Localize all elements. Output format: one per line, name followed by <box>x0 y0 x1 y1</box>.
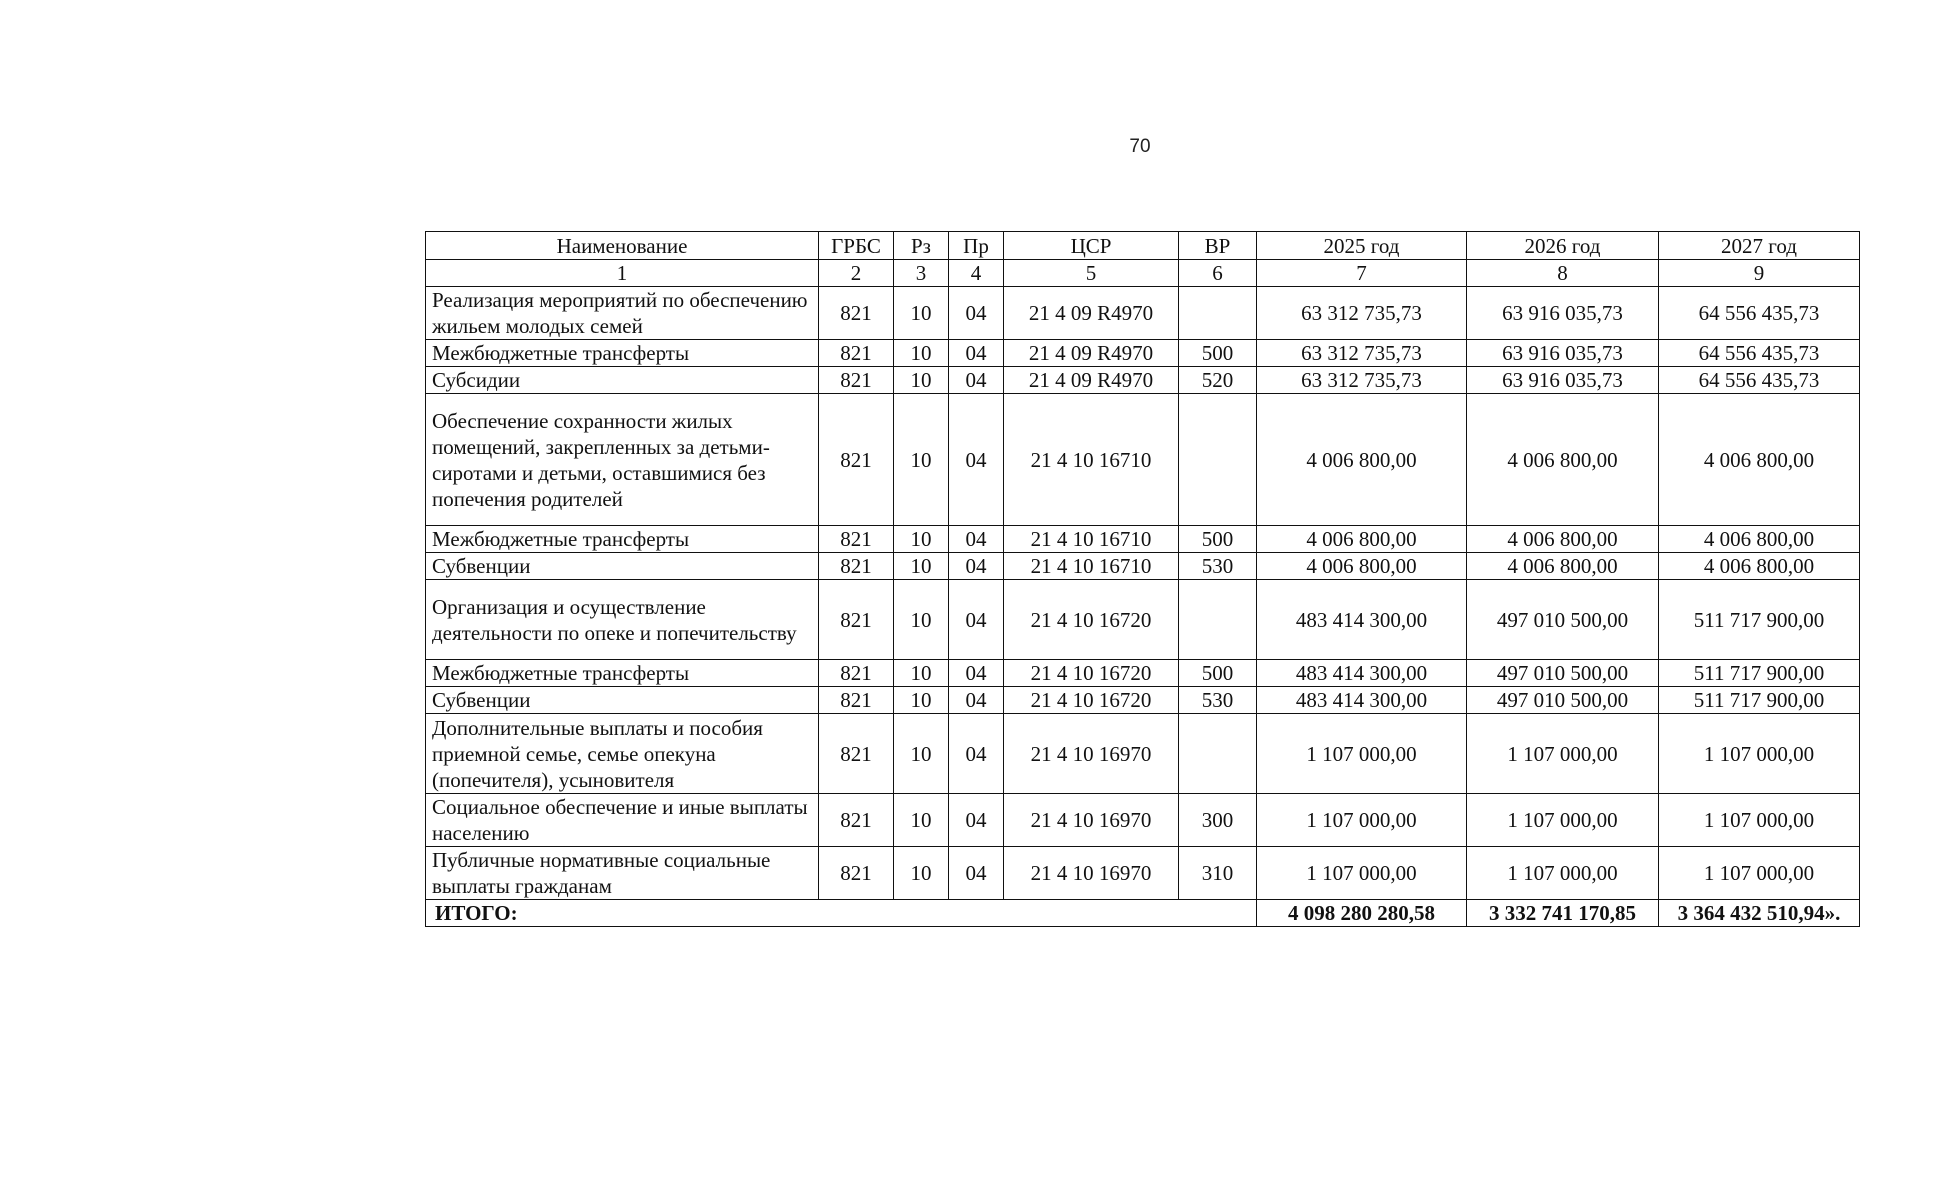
row-rz: 10 <box>894 580 949 660</box>
column-number: 7 <box>1257 260 1467 287</box>
row-csr: 21 4 09 R4970 <box>1004 340 1179 367</box>
row-vr: 520 <box>1179 367 1257 394</box>
row-vr: 310 <box>1179 847 1257 900</box>
row-amount-2026: 1 107 000,00 <box>1467 794 1659 847</box>
table-row <box>426 847 1860 900</box>
row-vr: 530 <box>1179 687 1257 714</box>
row-name: Межбюджетные трансферты <box>426 660 819 687</box>
column-number: 3 <box>894 260 949 287</box>
row-name: Субсидии <box>426 367 819 394</box>
column-number: 5 <box>1004 260 1179 287</box>
row-amount-2026: 1 107 000,00 <box>1467 847 1659 900</box>
row-name: Дополнительные выплаты и пособия приемной семье, семье опекуна (попечителя), усыновителя <box>426 714 819 794</box>
row-name: Публичные нормативные социальные выплаты гражданам <box>426 847 819 900</box>
row-amount-2027: 511 717 900,00 <box>1659 687 1860 714</box>
row-amount-2027: 511 717 900,00 <box>1659 660 1860 687</box>
row-pr: 04 <box>949 580 1004 660</box>
column-number: 6 <box>1179 260 1257 287</box>
row-grbs: 821 <box>819 553 894 580</box>
table-row <box>426 714 1860 794</box>
header-rz: Рз <box>894 232 949 260</box>
row-amount-2027: 64 556 435,73 <box>1659 367 1860 394</box>
header-2025: 2025 год <box>1257 232 1467 260</box>
row-amount-2027: 4 006 800,00 <box>1659 553 1860 580</box>
row-rz: 10 <box>894 553 949 580</box>
row-grbs: 821 <box>819 367 894 394</box>
row-vr: 300 <box>1179 794 1257 847</box>
row-amount-2025: 63 312 735,73 <box>1257 287 1467 340</box>
row-amount-2027: 511 717 900,00 <box>1659 580 1860 660</box>
total-amount-2025: 4 098 280 280,58 <box>1257 900 1467 927</box>
row-grbs: 821 <box>819 287 894 340</box>
row-rz: 10 <box>894 394 949 526</box>
row-name: Обеспечение сохранности жилых помещений, закрепленных за детьми-сиротами и детьми, оставшимися без попечения родителей <box>426 394 819 526</box>
column-number: 8 <box>1467 260 1659 287</box>
row-csr: 21 4 10 16720 <box>1004 580 1179 660</box>
row-pr: 04 <box>949 553 1004 580</box>
row-rz: 10 <box>894 287 949 340</box>
total-amount-2026: 3 332 741 170,85 <box>1467 900 1659 927</box>
row-pr: 04 <box>949 687 1004 714</box>
table-row <box>426 660 1860 687</box>
row-rz: 10 <box>894 340 949 367</box>
row-csr: 21 4 10 16970 <box>1004 794 1179 847</box>
row-amount-2025: 4 006 800,00 <box>1257 526 1467 553</box>
row-pr: 04 <box>949 340 1004 367</box>
row-amount-2025: 483 414 300,00 <box>1257 580 1467 660</box>
row-vr: 530 <box>1179 553 1257 580</box>
row-amount-2025: 4 006 800,00 <box>1257 394 1467 526</box>
header-name: Наименование <box>426 232 819 260</box>
row-pr: 04 <box>949 394 1004 526</box>
row-grbs: 821 <box>819 794 894 847</box>
row-grbs: 821 <box>819 687 894 714</box>
table-row <box>426 340 1860 367</box>
row-amount-2026: 4 006 800,00 <box>1467 526 1659 553</box>
budget-table <box>425 231 1860 927</box>
row-pr: 04 <box>949 526 1004 553</box>
row-csr: 21 4 10 16710 <box>1004 553 1179 580</box>
column-number: 2 <box>819 260 894 287</box>
row-csr: 21 4 10 16970 <box>1004 714 1179 794</box>
row-csr: 21 4 10 16720 <box>1004 687 1179 714</box>
row-amount-2025: 63 312 735,73 <box>1257 340 1467 367</box>
page-number: 70 <box>1129 136 1151 157</box>
row-rz: 10 <box>894 687 949 714</box>
row-grbs: 821 <box>819 847 894 900</box>
row-csr: 21 4 10 16710 <box>1004 394 1179 526</box>
row-amount-2026: 4 006 800,00 <box>1467 394 1659 526</box>
row-name: Социальное обеспечение и иные выплаты населению <box>426 794 819 847</box>
row-pr: 04 <box>949 714 1004 794</box>
table-row <box>426 687 1860 714</box>
row-name: Субвенции <box>426 687 819 714</box>
row-amount-2026: 63 916 035,73 <box>1467 340 1659 367</box>
row-amount-2027: 64 556 435,73 <box>1659 340 1860 367</box>
row-amount-2025: 483 414 300,00 <box>1257 660 1467 687</box>
row-amount-2026: 1 107 000,00 <box>1467 714 1659 794</box>
column-number-row <box>426 260 1860 287</box>
row-amount-2026: 497 010 500,00 <box>1467 660 1659 687</box>
column-number: 4 <box>949 260 1004 287</box>
row-amount-2026: 4 006 800,00 <box>1467 553 1659 580</box>
row-rz: 10 <box>894 526 949 553</box>
row-amount-2025: 1 107 000,00 <box>1257 794 1467 847</box>
row-grbs: 821 <box>819 394 894 526</box>
row-grbs: 821 <box>819 340 894 367</box>
row-pr: 04 <box>949 660 1004 687</box>
row-rz: 10 <box>894 660 949 687</box>
row-name: Реализация мероприятий по обеспечению жильем молодых семей <box>426 287 819 340</box>
total-label: ИТОГО: <box>426 900 1257 927</box>
row-amount-2025: 4 006 800,00 <box>1257 553 1467 580</box>
table-row <box>426 580 1860 660</box>
row-amount-2025: 483 414 300,00 <box>1257 687 1467 714</box>
header-csr: ЦСР <box>1004 232 1179 260</box>
header-2027: 2027 год <box>1659 232 1860 260</box>
column-number: 9 <box>1659 260 1860 287</box>
row-grbs: 821 <box>819 526 894 553</box>
header-row <box>426 232 1860 260</box>
total-amount-2027: 3 364 432 510,94». <box>1659 900 1860 927</box>
row-amount-2026: 497 010 500,00 <box>1467 687 1659 714</box>
row-pr: 04 <box>949 367 1004 394</box>
row-vr <box>1179 287 1257 340</box>
row-csr: 21 4 09 R4970 <box>1004 287 1179 340</box>
row-csr: 21 4 10 16970 <box>1004 847 1179 900</box>
column-number: 1 <box>426 260 819 287</box>
table-row <box>426 794 1860 847</box>
row-vr <box>1179 580 1257 660</box>
row-grbs: 821 <box>819 660 894 687</box>
row-pr: 04 <box>949 847 1004 900</box>
row-amount-2027: 1 107 000,00 <box>1659 794 1860 847</box>
row-amount-2027: 1 107 000,00 <box>1659 847 1860 900</box>
row-csr: 21 4 10 16710 <box>1004 526 1179 553</box>
row-rz: 10 <box>894 794 949 847</box>
row-csr: 21 4 09 R4970 <box>1004 367 1179 394</box>
table-row <box>426 394 1860 526</box>
table-row <box>426 526 1860 553</box>
table-row <box>426 553 1860 580</box>
row-amount-2027: 4 006 800,00 <box>1659 394 1860 526</box>
row-amount-2026: 63 916 035,73 <box>1467 287 1659 340</box>
table-row <box>426 287 1860 340</box>
row-grbs: 821 <box>819 714 894 794</box>
total-row <box>426 900 1860 927</box>
header-pr: Пр <box>949 232 1004 260</box>
row-amount-2025: 1 107 000,00 <box>1257 847 1467 900</box>
row-pr: 04 <box>949 794 1004 847</box>
row-name: Межбюджетные трансферты <box>426 526 819 553</box>
header-vr: ВР <box>1179 232 1257 260</box>
row-csr: 21 4 10 16720 <box>1004 660 1179 687</box>
row-vr <box>1179 714 1257 794</box>
row-vr <box>1179 394 1257 526</box>
row-vr: 500 <box>1179 660 1257 687</box>
row-amount-2027: 1 107 000,00 <box>1659 714 1860 794</box>
row-amount-2025: 1 107 000,00 <box>1257 714 1467 794</box>
row-amount-2027: 64 556 435,73 <box>1659 287 1860 340</box>
header-grbs: ГРБС <box>819 232 894 260</box>
row-amount-2027: 4 006 800,00 <box>1659 526 1860 553</box>
row-name: Субвенции <box>426 553 819 580</box>
row-rz: 10 <box>894 714 949 794</box>
table-row <box>426 367 1860 394</box>
row-name: Межбюджетные трансферты <box>426 340 819 367</box>
row-grbs: 821 <box>819 580 894 660</box>
header-2026: 2026 год <box>1467 232 1659 260</box>
row-amount-2026: 497 010 500,00 <box>1467 580 1659 660</box>
row-amount-2025: 63 312 735,73 <box>1257 367 1467 394</box>
row-rz: 10 <box>894 367 949 394</box>
row-vr: 500 <box>1179 340 1257 367</box>
row-name: Организация и осуществление деятельности по опеке и попечительству <box>426 580 819 660</box>
row-vr: 500 <box>1179 526 1257 553</box>
row-amount-2026: 63 916 035,73 <box>1467 367 1659 394</box>
row-pr: 04 <box>949 287 1004 340</box>
row-rz: 10 <box>894 847 949 900</box>
